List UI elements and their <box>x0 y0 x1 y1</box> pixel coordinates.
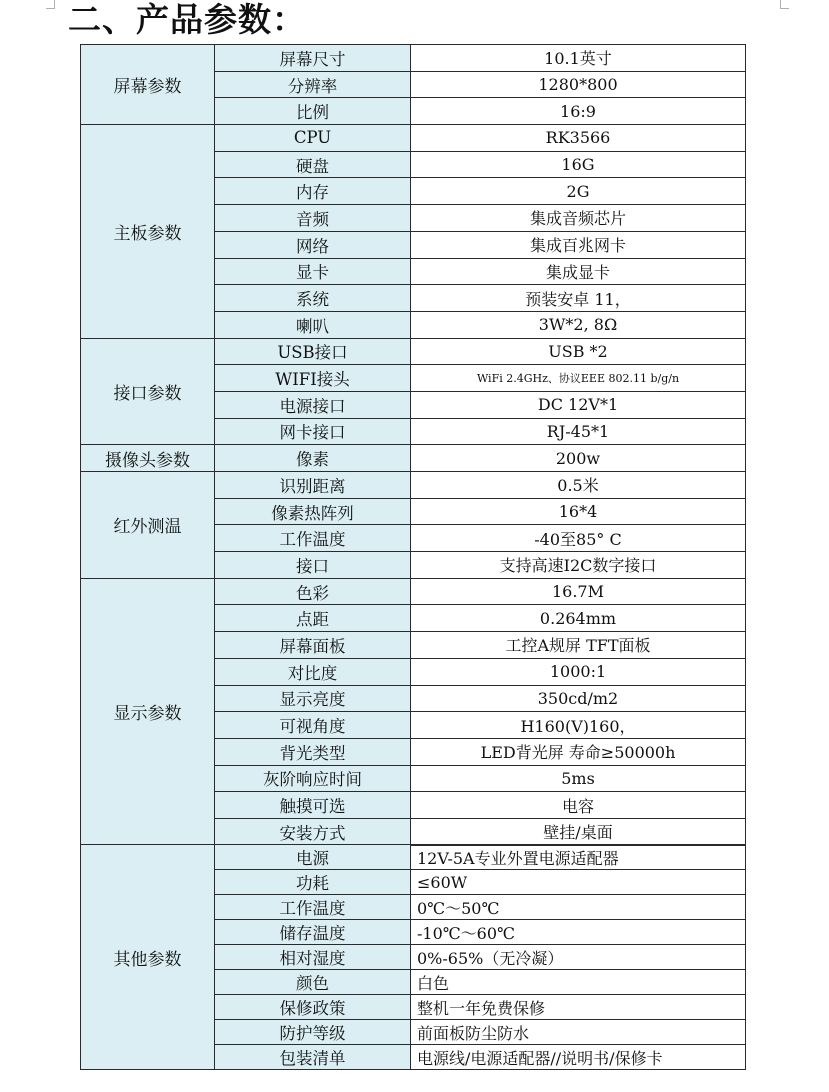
param-value-cell: RJ-45*1 <box>411 418 746 445</box>
param-name-cell: CPU <box>215 125 411 152</box>
param-name-cell: 比例 <box>215 98 411 125</box>
param-name-cell: 点距 <box>215 605 411 632</box>
param-name-cell: 颜色 <box>215 970 411 995</box>
param-name-cell: 电源接口 <box>215 391 411 418</box>
param-value-cell: 集成百兆网卡 <box>411 231 746 258</box>
param-value-cell: 0%-65%（无冷凝） <box>411 945 746 970</box>
param-value-cell: -40至85° C <box>411 525 746 552</box>
param-value-cell: 12V-5A专业外置电源适配器 <box>411 845 746 870</box>
param-value-cell: 16:9 <box>411 98 746 125</box>
param-name-cell: 系统 <box>215 285 411 312</box>
param-value-cell: 电容 <box>411 792 746 819</box>
spec-row <box>81 338 746 365</box>
param-value-cell: 前面板防尘防水 <box>411 1020 746 1045</box>
param-value-cell: 1280*800 <box>411 71 746 98</box>
param-name-cell: WIFI接头 <box>215 365 411 392</box>
param-name-cell: 储存温度 <box>215 920 411 945</box>
category-cell: 接口参数 <box>81 338 215 445</box>
param-name-cell: 喇叭 <box>215 311 411 338</box>
param-name-cell: 电源 <box>215 845 411 870</box>
param-name-cell: 工作温度 <box>215 525 411 552</box>
param-value-cell: 16.7M <box>411 578 746 605</box>
param-name-cell: 内存 <box>215 178 411 205</box>
param-value-cell: 3W*2, 8Ω <box>411 311 746 338</box>
param-name-cell: 色彩 <box>215 578 411 605</box>
spec-table <box>80 44 746 846</box>
spec-row <box>81 45 746 72</box>
param-name-cell: 屏幕面板 <box>215 632 411 659</box>
param-name-cell: 像素热阵列 <box>215 498 411 525</box>
param-value-cell: 2G <box>411 178 746 205</box>
category-cell: 屏幕参数 <box>81 45 215 125</box>
param-name-cell: 识别距离 <box>215 472 411 499</box>
param-name-cell: 触摸可选 <box>215 792 411 819</box>
param-value-cell: 集成音频芯片 <box>411 205 746 232</box>
param-name-cell: 背光类型 <box>215 738 411 765</box>
param-name-cell: 相对湿度 <box>215 945 411 970</box>
param-name-cell: 功耗 <box>215 870 411 895</box>
param-name-cell: 屏幕尺寸 <box>215 45 411 72</box>
param-name-cell: 像素 <box>215 445 411 472</box>
param-value-cell: 壁挂/桌面 <box>411 818 746 845</box>
param-name-cell: 显示亮度 <box>215 685 411 712</box>
param-name-cell: 保修政策 <box>215 995 411 1020</box>
param-name-cell: 接口 <box>215 552 411 579</box>
param-value-cell: DC 12V*1 <box>411 391 746 418</box>
param-value-cell: 5ms <box>411 765 746 792</box>
param-name-cell: 分辨率 <box>215 71 411 98</box>
param-value-cell: 预装安卓 11， <box>411 285 746 312</box>
param-value-cell: LED背光屏 寿命≥50000h <box>411 738 746 765</box>
param-name-cell: 灰阶响应时间 <box>215 765 411 792</box>
param-name-cell: 防护等级 <box>215 1020 411 1045</box>
param-name-cell: 音频 <box>215 205 411 232</box>
param-name-cell: 对比度 <box>215 658 411 685</box>
category-cell: 主板参数 <box>81 125 215 339</box>
param-value-cell: 10.1英寸 <box>411 45 746 72</box>
spec-row <box>81 845 746 870</box>
param-value-cell: WiFi 2.4GHz、协议EEE 802.11 b/g/n <box>411 365 746 392</box>
param-value-cell: 350cd/m2 <box>411 685 746 712</box>
margin-mark-right <box>780 0 789 9</box>
category-cell: 其他参数 <box>81 845 215 1070</box>
param-value-cell: 0.5米 <box>411 472 746 499</box>
param-name-cell: 网络 <box>215 231 411 258</box>
param-name-cell: 包装清单 <box>215 1045 411 1070</box>
param-value-cell: USB *2 <box>411 338 746 365</box>
param-value-cell: H160(V)160， <box>411 712 746 739</box>
param-value-cell: 16G <box>411 151 746 178</box>
param-value-cell: 集成显卡 <box>411 258 746 285</box>
param-value-cell: 0℃～50℃ <box>411 895 746 920</box>
param-value-cell: 电源线/电源适配器//说明书/保修卡 <box>411 1045 746 1070</box>
param-value-cell: -10℃～60℃ <box>411 920 746 945</box>
category-cell: 显示参数 <box>81 578 215 845</box>
param-value-cell: RK3566 <box>411 125 746 152</box>
param-value-cell: 工控A规屏 TFT面板 <box>411 632 746 659</box>
param-value-cell: 1000:1 <box>411 658 746 685</box>
spec-row <box>81 472 746 499</box>
param-name-cell: USB接口 <box>215 338 411 365</box>
category-cell: 红外测温 <box>81 472 215 579</box>
other-spec-table <box>80 844 746 1070</box>
section-heading: 二、产品参数： <box>68 0 306 39</box>
param-name-cell: 硬盘 <box>215 151 411 178</box>
param-value-cell: 200w <box>411 445 746 472</box>
param-name-cell: 网卡接口 <box>215 418 411 445</box>
param-value-cell: 整机一年免费保修 <box>411 995 746 1020</box>
category-cell: 摄像头参数 <box>81 445 215 472</box>
param-name-cell: 工作温度 <box>215 895 411 920</box>
param-value-cell: ≤60W <box>411 870 746 895</box>
param-name-cell: 安装方式 <box>215 818 411 845</box>
param-value-cell: 16*4 <box>411 498 746 525</box>
param-name-cell: 可视角度 <box>215 712 411 739</box>
param-value-cell: 白色 <box>411 970 746 995</box>
spec-row <box>81 445 746 472</box>
spec-row <box>81 125 746 152</box>
margin-mark-left <box>46 0 55 9</box>
param-name-cell: 显卡 <box>215 258 411 285</box>
param-value-cell: 支持高速I2C数字接口 <box>411 552 746 579</box>
spec-row <box>81 578 746 605</box>
param-value-cell: 0.264mm <box>411 605 746 632</box>
